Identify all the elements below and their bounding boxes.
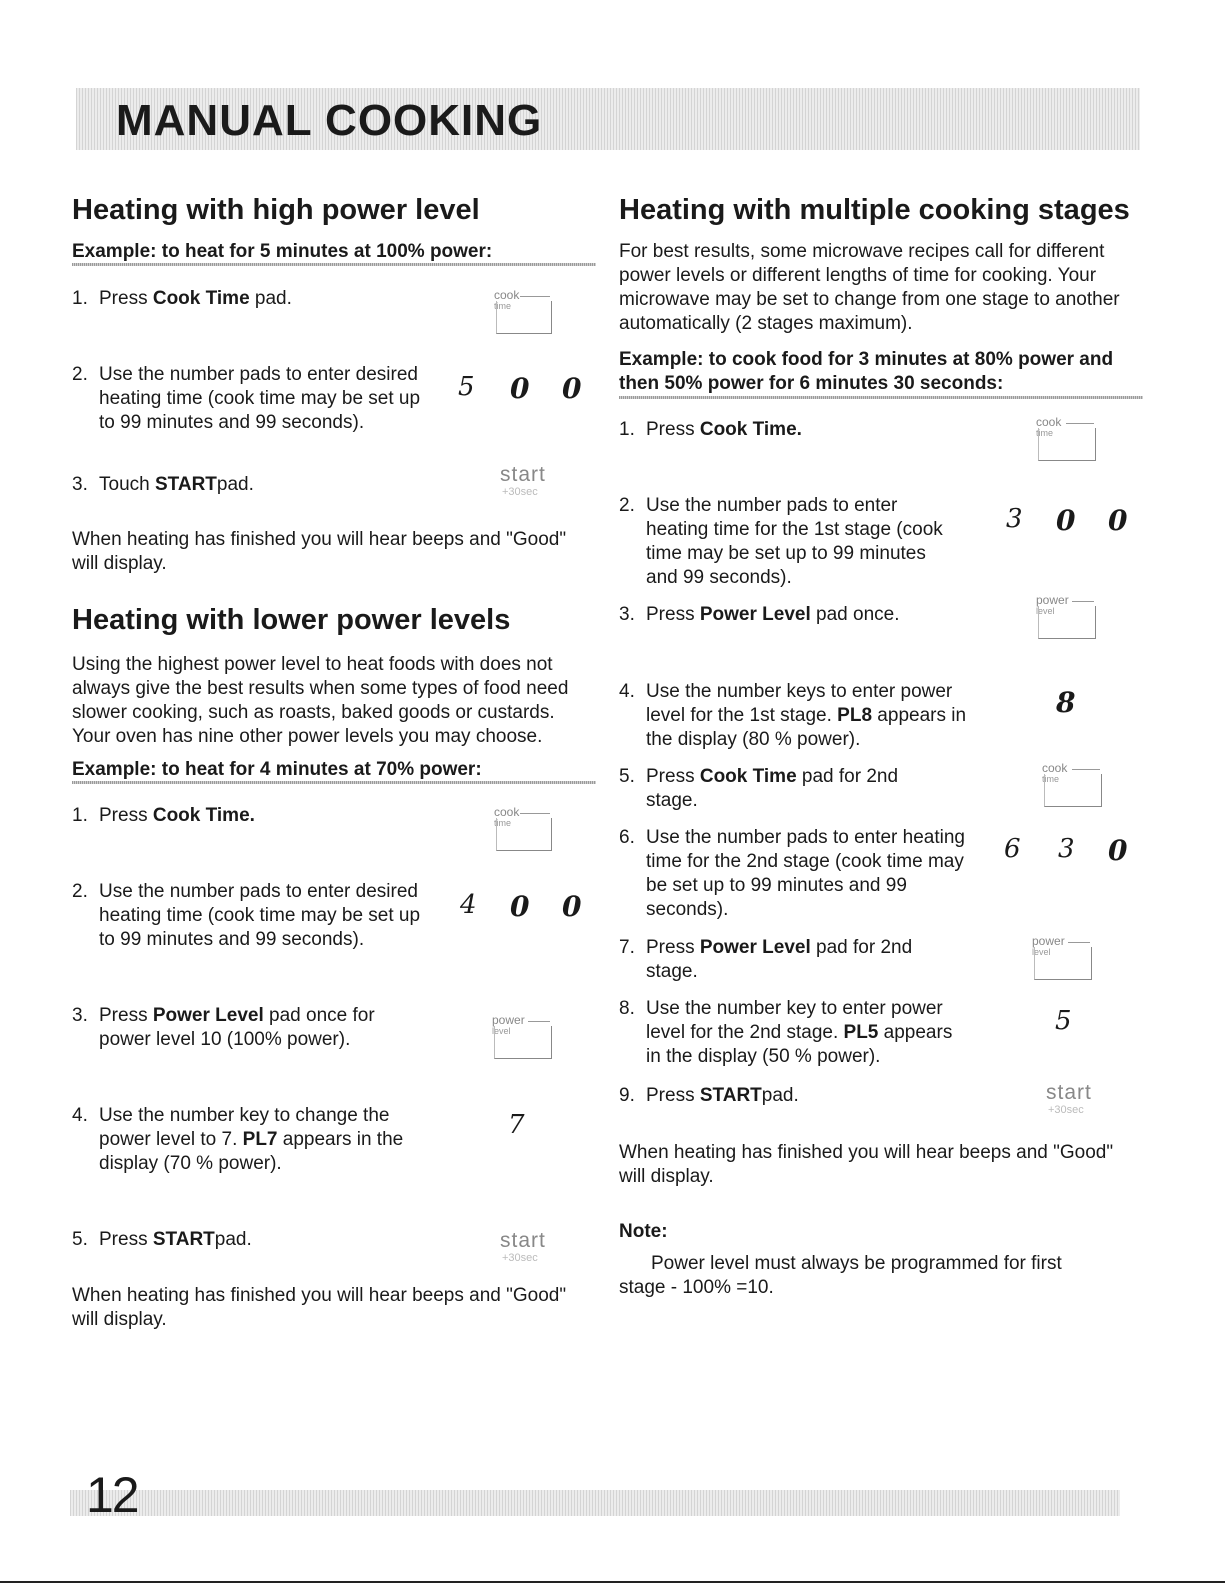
finish-text: When heating has finished you will hear beeps and "Good" will display.	[619, 1142, 1114, 1187]
power-level-pad-icon: power level	[1036, 594, 1100, 644]
display-digits: 3 0 0	[1006, 504, 1128, 537]
display-digit: 8	[1056, 686, 1076, 719]
example-heading: Example: to heat for 5 minutes at 100% power:	[72, 241, 493, 262]
page-title: MANUAL COOKING	[116, 96, 543, 145]
start-pad-icon: start +30sec	[500, 463, 546, 498]
cook-time-pad-icon: cook time	[494, 806, 558, 856]
note-text: Power level must always be programmed for first stage - 100% =10.	[619, 1253, 1062, 1298]
section-heading-multiple-stages: Heating with multiple cooking stages	[619, 194, 1130, 226]
start-pad-icon: start +30sec	[1046, 1081, 1092, 1116]
example-heading: Example: to cook food for 3 minutes at 80% power and then 50% power for 6 minutes 30 seconds:	[619, 349, 1114, 394]
cook-time-pad-icon: cook time	[1042, 762, 1106, 812]
divider	[72, 781, 596, 784]
page-number: 12	[86, 1467, 138, 1523]
footer-bar	[70, 1490, 1120, 1516]
display-digit: 5	[1055, 1006, 1072, 1036]
section-heading-lower-power: Heating with lower power levels	[72, 604, 511, 636]
intro-text: Using the highest power level to heat foods with does not always give the best results when some types of food need slower cooking, such as roasts, baked goods or custards. Your oven has nine other power levels you may choose.	[72, 654, 569, 747]
display-digits: 5 0 0	[458, 372, 582, 405]
intro-text: For best results, some microwave recipes call for different power levels or different lengths of time for cooking. Your microwave may be set to change from one stage to another automatically (2 stages maximum).	[619, 241, 1120, 334]
start-pad-icon: start +30sec	[500, 1229, 546, 1264]
section-heading-high-power: Heating with high power level	[72, 194, 480, 226]
cook-time-pad-icon: cook time	[1036, 416, 1100, 466]
power-level-pad-icon: power level	[492, 1014, 556, 1064]
bottom-rule	[0, 1581, 1225, 1583]
example-heading: Example: to heat for 4 minutes at 70% power:	[72, 759, 482, 780]
power-level-pad-icon: power level	[1032, 935, 1096, 985]
display-digits: 6 3 0	[1004, 834, 1128, 867]
finish-text: When heating has finished you will hear beeps and "Good" will display.	[72, 529, 567, 574]
cook-time-pad-icon: cook time	[494, 289, 558, 339]
title-banner	[76, 88, 1140, 150]
display-digit: 7	[508, 1110, 525, 1140]
divider	[72, 263, 596, 266]
note-label: Note:	[619, 1221, 668, 1242]
finish-text: When heating has finished you will hear beeps and "Good" will display.	[72, 1285, 567, 1330]
divider	[619, 396, 1143, 399]
display-digits: 4 0 0	[460, 890, 582, 923]
